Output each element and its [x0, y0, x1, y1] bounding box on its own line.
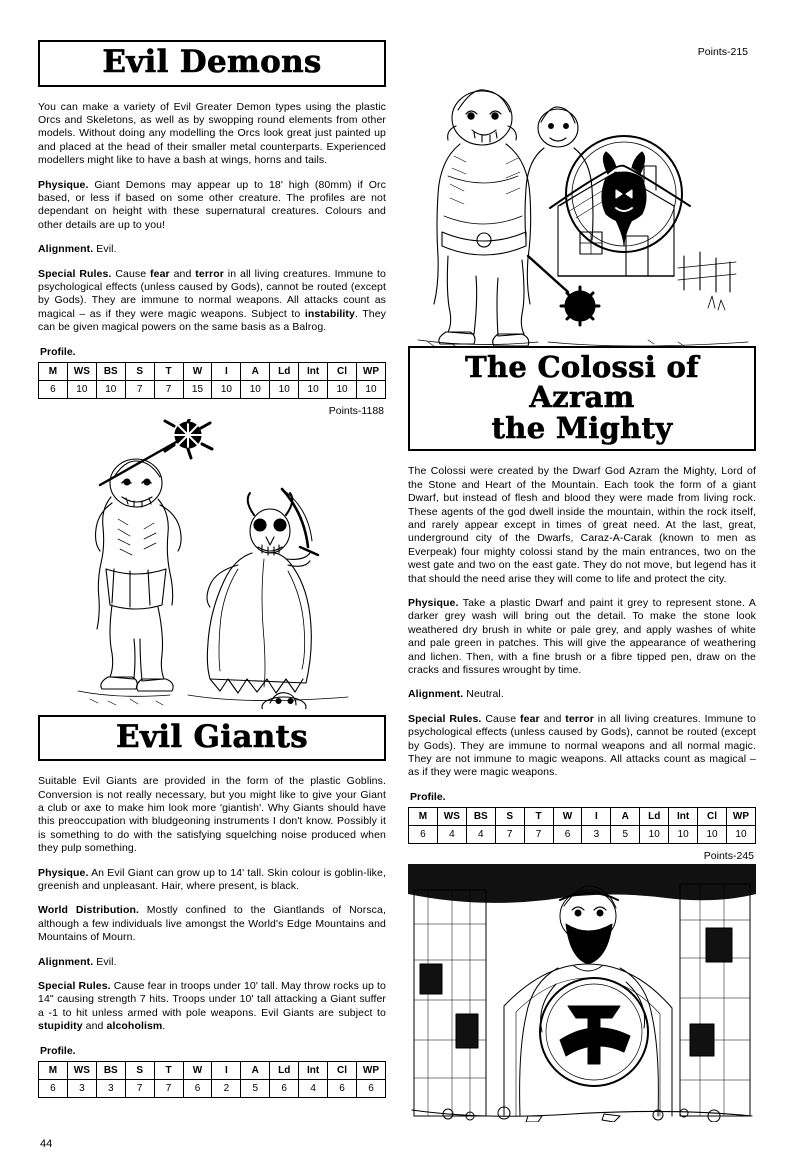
alignment-text: Evil.: [93, 955, 117, 968]
table-row-headers: [39, 1061, 386, 1079]
profile-value: 10: [669, 825, 698, 843]
profile-value: 6: [39, 380, 68, 398]
profile-header: S: [495, 807, 524, 825]
profile-header: Cl: [698, 807, 727, 825]
profile-header: I: [212, 1061, 241, 1079]
left-column: [38, 40, 386, 1098]
special-keyword-fear: fear: [520, 712, 540, 725]
special-text-a: Cause: [481, 712, 521, 725]
profile-header: M: [39, 1061, 68, 1079]
special-keyword-alcoholism: alcoholism: [106, 1020, 163, 1033]
profile-value: 10: [67, 380, 96, 398]
evil-demons-profile-table: [38, 362, 386, 399]
evil-demons-illustration: [38, 419, 386, 709]
special-rules-label: Special Rules.: [408, 712, 482, 725]
alignment-label: Alignment.: [408, 688, 464, 701]
page-title-evil-giants: Evil Giants: [116, 718, 308, 755]
profile-value: 6: [356, 1079, 385, 1097]
giants-illustration: [408, 56, 756, 346]
colossi-intro-paragraph: The Colossi were created by the Dwarf God Azram the Mighty, Lord of the Stone and Heart of the Mountain. Each took the form of a giant Dwarf, but instead of flesh and blood they were made from living rock. These agents of the god dwell inside the mountain, within the rock itself, and rarely appear except in times of great need. At the last, great, underground city of the Dwarfs, Caraz-A-Carak (known to men as Everpeak) four mighty colossi stand by the main entrances, two on the west gate and two on the east gate. They do not move, but legend has it that should the need arise they will come to life and protect the city.: [408, 465, 756, 585]
special-keyword-stupidity: stupidity: [38, 1020, 83, 1033]
profile-value: 15: [183, 380, 212, 398]
evil-demons-alignment-paragraph: [38, 243, 386, 256]
profile-header: A: [241, 362, 270, 380]
profile-value: 3: [582, 825, 611, 843]
physique-label: Physique.: [408, 596, 459, 609]
profile-header: W: [183, 1061, 212, 1079]
profile-value: 10: [726, 825, 755, 843]
profile-value: 10: [640, 825, 669, 843]
table-row-values: [409, 825, 756, 843]
colossi-profile-label: Profile.: [410, 790, 446, 803]
colossi-title-banner: [408, 346, 756, 451]
colossi-special-rules-paragraph: [408, 713, 756, 780]
profile-value: 6: [409, 825, 438, 843]
profile-value: 3: [96, 1079, 125, 1097]
evil-demons-title-banner: [38, 40, 386, 87]
profile-value: 6: [183, 1079, 212, 1097]
profile-header: Ld: [270, 362, 299, 380]
evil-giants-alignment-paragraph: [38, 956, 386, 969]
special-keyword-instability: instability: [304, 307, 355, 320]
profile-header: I: [582, 807, 611, 825]
profile-value: 7: [125, 380, 154, 398]
profile-header: Ld: [640, 807, 669, 825]
special-text-c: .: [162, 1020, 166, 1033]
profile-value: 10: [212, 380, 241, 398]
profile-value: 6: [328, 1079, 357, 1097]
profile-value: 3: [67, 1079, 96, 1097]
profile-header: WP: [356, 362, 385, 380]
colossi-illustration: [408, 864, 756, 1122]
evil-demons-profile-label: Profile.: [40, 345, 76, 358]
profile-value: 2: [212, 1079, 241, 1097]
profile-header: A: [611, 807, 640, 825]
evil-giants-special-rules-paragraph: [38, 980, 386, 1034]
evil-giants-title-banner: [38, 715, 386, 762]
physique-label: Physique.: [38, 866, 89, 879]
special-text-a: Cause fear in troops under 10' tall. May throw rocks up to 14" causing strength 7 hits. Troops under 10' tall attacking a Giant suffer a -1 to hit unless armed with pole weapons. Evil Giants are subject to: [38, 980, 386, 1019]
page-folio-number: 44: [40, 1138, 53, 1150]
special-text-c: in all living creatures. Immune to psychological effects (unless caused by Gods), cannot be routed (except by Gods). They are immune to normal weapons. All attacks count as magical – as if they were magic weapons. Subject to: [38, 267, 386, 320]
profile-header: T: [524, 807, 553, 825]
profile-value: 10: [241, 380, 270, 398]
physique-label: Physique.: [38, 178, 89, 191]
page-title-colossi-line2: the Mighty: [491, 410, 673, 445]
colossi-alignment-paragraph: [408, 688, 756, 701]
profile-header: WS: [437, 807, 466, 825]
profile-header: WS: [67, 362, 96, 380]
profile-value: 7: [154, 380, 183, 398]
special-text-b: and: [169, 267, 196, 280]
profile-header: W: [183, 362, 212, 380]
profile-value: 6: [553, 825, 582, 843]
evil-demons-points-label: Points-1188: [328, 404, 384, 417]
table-row-values: [39, 1079, 386, 1097]
table-row-headers: [39, 362, 386, 380]
profile-value: 10: [270, 380, 299, 398]
evil-giants-profile-table: [38, 1061, 386, 1098]
profile-value: 10: [96, 380, 125, 398]
profile-value: 5: [241, 1079, 270, 1097]
physique-text: Giant Demons may appear up to 18' high (80mm) if Orc based, or less if based on some other creature. The profiles are not dependant on height with these supernatural creatures. Colours and other details are up to you!: [38, 178, 386, 231]
special-text-a: Cause: [111, 267, 151, 280]
evil-giants-physique-paragraph: [38, 867, 386, 894]
profile-header: W: [553, 807, 582, 825]
profile-value: 7: [125, 1079, 154, 1097]
special-keyword-fear: fear: [150, 267, 170, 280]
giants-points-row: [408, 40, 756, 56]
profile-value: 7: [154, 1079, 183, 1097]
profile-header: Cl: [328, 362, 357, 380]
profile-value: 7: [524, 825, 553, 843]
profile-header: WP: [726, 807, 755, 825]
profile-header: BS: [466, 807, 495, 825]
page-title-colossi-line1: The Colossi of Azram: [465, 350, 699, 415]
alignment-text: Evil.: [93, 243, 117, 256]
profile-value: 7: [495, 825, 524, 843]
profile-header: M: [409, 807, 438, 825]
evil-demons-special-rules-paragraph: [38, 268, 386, 335]
physique-text: Take a plastic Dwarf and paint it grey to represent stone. A darker grey wash will bring out the detail. To make the stone look weathered dry brush in white or pale grey, and apply washes of white and pale green in patches. This will give the appearance of weathering and lichen. Then, with a fine brush or a fibre tipped pen, draw on the cracks and fissures wrought by time.: [408, 596, 756, 676]
colossi-profile-table: [408, 807, 756, 844]
table-row-headers: [409, 807, 756, 825]
table-row-values: [39, 380, 386, 398]
profile-value: 5: [611, 825, 640, 843]
world-distribution-label: World Distribution.: [38, 904, 139, 917]
alignment-label: Alignment.: [38, 243, 94, 256]
profile-header: WP: [356, 1061, 385, 1079]
evil-giants-world-distribution-paragraph: [38, 904, 386, 944]
profile-header: Ld: [270, 1061, 299, 1079]
giants-points-label: Points-215: [697, 46, 748, 58]
evil-demons-physique-paragraph: [38, 179, 386, 233]
colossi-physique-paragraph: [408, 597, 756, 677]
profile-header: T: [154, 362, 183, 380]
profile-value: 6: [39, 1079, 68, 1097]
profile-value: 10: [328, 380, 357, 398]
profile-header: WS: [67, 1061, 96, 1079]
profile-header: BS: [96, 362, 125, 380]
profile-header: Int: [669, 807, 698, 825]
special-text-b: and: [82, 1020, 107, 1033]
profile-header: Int: [299, 362, 328, 380]
right-column: [408, 40, 756, 1122]
special-keyword-terror: terror: [565, 712, 594, 725]
profile-header: M: [39, 362, 68, 380]
page-title-evil-demons: Evil Demons: [102, 44, 322, 80]
physique-text: An Evil Giant can grow up to 14' tall. Skin colour is goblin-like, greenish and unpleasant. Hair, where present, is black.: [38, 866, 386, 893]
colossi-points-label: Points-245: [703, 849, 754, 862]
profile-value: 4: [466, 825, 495, 843]
evil-demons-intro-paragraph: You can make a variety of Evil Greater Demon types using the plastic Orcs and Skeletons, as well as by swopping round elements from other models. Without doing any modelling the Orcs look great just painted up and placed at the head of their smaller metal counterparts. Experienced modellers might like to have a bash at wings, horns and tails.: [38, 100, 386, 167]
evil-giants-profile-label: Profile.: [40, 1044, 76, 1057]
alignment-text: Neutral.: [463, 688, 504, 701]
special-rules-label: Special Rules.: [38, 267, 112, 280]
profile-value: 10: [356, 380, 385, 398]
profile-header: T: [154, 1061, 183, 1079]
world-distribution-text: Mostly confined to the Giantlands of Norsca, although a few individuals live amongst the World's Edge Mountains and Mountains of Mourn.: [38, 904, 386, 944]
special-rules-label: Special Rules.: [38, 980, 111, 993]
evil-giants-intro-paragraph: Suitable Evil Giants are provided in the form of the plastic Goblins. Conversion is not really necessary, but you might like to give your Giant a club or axe to make him look more 'giantish'. Why Giants should have this preoccupation with bludgeoning instruments I don't know. Possibly it is something to do with the satisfying squelching noise produced when they pulp something.: [38, 775, 386, 855]
profile-header: A: [241, 1061, 270, 1079]
special-text-d: . They can be given magical powers on the same basis as a Balrog.: [38, 307, 386, 334]
profile-header: Int: [299, 1061, 328, 1079]
alignment-label: Alignment.: [38, 955, 94, 968]
profile-header: I: [212, 362, 241, 380]
special-keyword-terror: terror: [195, 267, 224, 280]
profile-value: 4: [299, 1079, 328, 1097]
profile-value: 6: [270, 1079, 299, 1097]
profile-value: 10: [299, 380, 328, 398]
profile-header: S: [125, 1061, 154, 1079]
profile-header: BS: [96, 1061, 125, 1079]
special-text-c: in all living creatures. Immune to psychological effects (unless caused by Gods), cannot be routed (except by Gods). They are immune to normal weapons and all normal magic. They are not immune to magic weapons. All attacks count as magical – as if they were magic weapons.: [408, 712, 756, 779]
profile-header: Cl: [328, 1061, 357, 1079]
profile-header: S: [125, 362, 154, 380]
profile-value: 4: [437, 825, 466, 843]
profile-value: 10: [698, 825, 727, 843]
special-text-b: and: [539, 712, 566, 725]
